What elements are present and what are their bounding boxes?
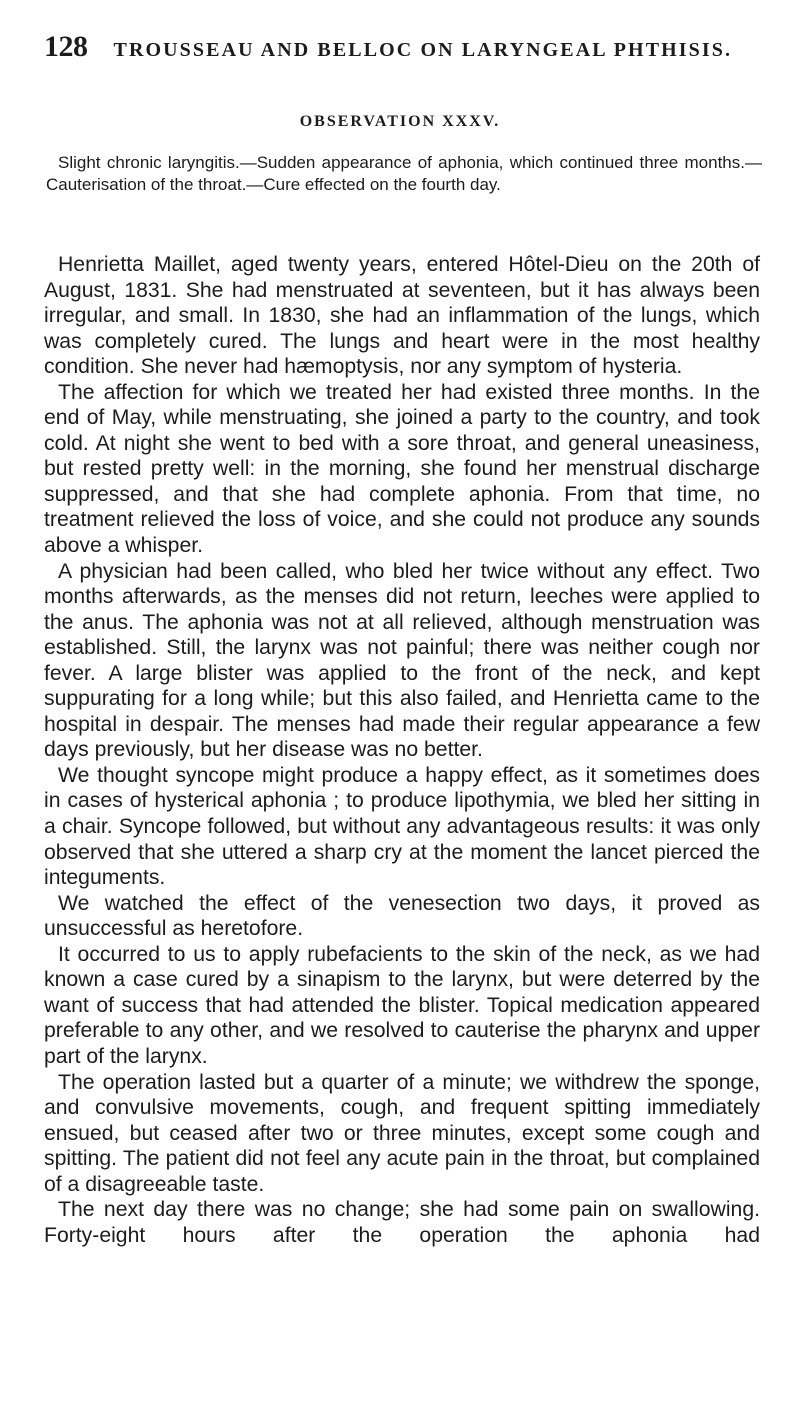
paragraph-7: The operation lasted but a quarter of a minute; we withdrew the sponge, and convulsive movements, cough, and frequent spitting immediately ensued, but ceased after two or three minutes, except some cough and spitting. The patient did not feel any acute pain in the throat, but complained of a disagreeable taste. — [44, 1070, 760, 1196]
paragraph-2: The affection for which we treated her had existed three months. In the end of May, while menstruating, she joined a party to the country, and took cold. At night she went to bed with a sore throat, and general uneasiness, but rested pretty well: in the morning, she found her menstrual discharge suppressed, and that she had complete aphonia. From that time, no treatment relieved the loss of voice, and she could not produce any sounds above a whisper. — [44, 380, 760, 558]
running-header — [44, 30, 784, 64]
paragraph-5: We watched the effect of the venesection two days, it proved as unsuccessful as heretofore. — [44, 891, 760, 941]
observation-summary: Slight chronic laryngitis.—Sudden appearance of aphonia, which continued three months.—Cauterisation of the throat.—Cure effected on the fourth day. — [46, 153, 762, 194]
page-number: 128 — [44, 30, 88, 63]
paragraph-3: A physician had been called, who bled her twice without any effect. Two months afterwards, as the menses did not return, leeches were applied to the anus. The aphonia was not at all relieved, although menstruation was established. Still, the larynx was not painful; there was neither cough nor fever. A large blister was applied to the front of the neck, and kept suppurating for a long while; but this also failed, and Henrietta came to the hospital in despair. The menses had made their regular appearance a few days previously, but her disease was no better. — [44, 559, 760, 762]
paragraph-1: Henrietta Maillet, aged twenty years, entered Hôtel-Dieu on the 20th of August, 1831. She had menstruated at seventeen, but it has always been irregular, and small. In 1830, she had an inflammation of the lungs, which was completely cured. The lungs and heart were in the most healthy condition. She never had hæmoptysis, nor any symptom of hysteria. — [44, 253, 760, 379]
paragraph-8: The next day there was no change; she had some pain on swallowing. Forty-eight hours after the operation the aphonia had — [44, 1198, 760, 1247]
paragraph-4: We thought syncope might produce a happy effect, as it sometimes does in cases of hysterical aphonia ; to produce lipothymia, we bled her sitting in a chair. Syncope followed, but without any advantageous results: it was only observed that she uttered a sharp cry at the moment the lancet pierced the integuments. — [44, 763, 760, 890]
running-title: TROUSSEAU AND BELLOC ON LARYNGEAL PHTHISIS. — [113, 39, 733, 61]
body-text — [44, 252, 760, 1248]
observation-title: OBSERVATION XXXV. — [299, 113, 501, 130]
paragraph-6: It occurred to us to apply rubefacients to the skin of the neck, as we had known a case cured by a sinapism to the larynx, but were deterred by the want of success that had attended the blister. Topical medication appeared preferable to any other, and we resolved to cauterise the pharynx and upper part of the larynx. — [44, 942, 760, 1068]
